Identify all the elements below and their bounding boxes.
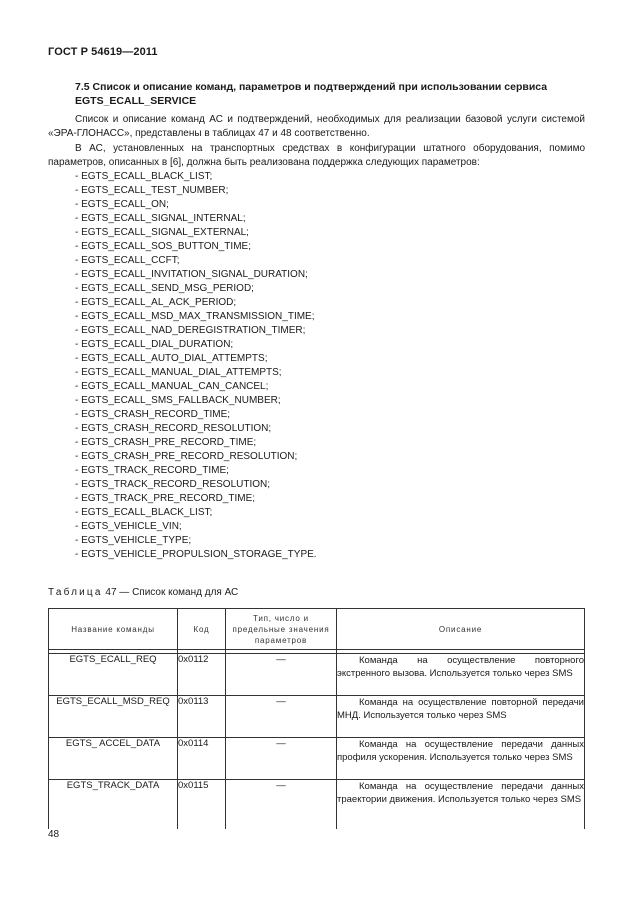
- table-caption-text: 47 — Список команд для АС: [102, 587, 239, 598]
- command-name-cell: EGTS_ECALL_MSD_REQ: [49, 696, 178, 738]
- header-command-name: Название команды: [49, 609, 178, 650]
- commands-table: [48, 608, 585, 829]
- parameter-item: - EGTS_ECALL_CCFT;: [75, 255, 180, 267]
- section-title: [75, 80, 585, 108]
- parameter-item: - EGTS_VEHICLE_PROPULSION_STORAGE_TYPE.: [75, 549, 317, 561]
- parameter-item: - EGTS_ECALL_MANUAL_CAN_CANCEL;: [75, 381, 269, 393]
- table-row: [49, 654, 585, 696]
- command-description-cell: [337, 696, 585, 738]
- command-limits-cell: —: [226, 696, 337, 738]
- command-name-cell: EGTS_ ACCEL_DATA: [49, 738, 178, 780]
- parameter-item: - EGTS_VEHICLE_TYPE;: [75, 535, 192, 547]
- paragraph-intro: Список и описание команд АС и подтверждений, необходимых для реализации базовой услуги системой «ЭРА-ГЛОНАСС», представлены в таблицах 47 и 48 соответственно.: [48, 114, 585, 139]
- parameter-item: - EGTS_ECALL_SEND_MSG_PERIOD;: [75, 283, 254, 295]
- paragraph-parameters-intro: В АС, установленных на транспортных средствах в конфигурации штатного оборудования, помимо параметров, описанных в [6], должна быть реализована поддержка следующих параметров:: [48, 143, 585, 168]
- parameter-item: - EGTS_ECALL_AUTO_DIAL_ATTEMPTS;: [75, 353, 268, 365]
- table-row: [49, 780, 585, 830]
- parameter-item: - EGTS_ECALL_MANUAL_DIAL_ATTEMPTS;: [75, 367, 282, 379]
- parameter-item: - EGTS_ECALL_BLACK_LIST;: [75, 171, 213, 182]
- parameter-item: - EGTS_TRACK_RECORD_TIME;: [75, 465, 229, 477]
- section-title-line2: EGTS_ECALL_SERVICE: [75, 95, 197, 107]
- parameter-item: - EGTS_CRASH_RECORD_RESOLUTION;: [75, 423, 272, 435]
- parameter-item: - EGTS_TRACK_PRE_RECORD_TIME;: [75, 493, 256, 505]
- command-description-text: Команда на осуществление повторной передачи МНД. Используется только через SMS: [337, 697, 584, 721]
- command-code-cell: 0x0115: [178, 780, 226, 830]
- table-caption-label: Таблица: [48, 587, 103, 598]
- table-caption: [48, 587, 238, 598]
- header-limits: Тип, число и предельные значения параметров: [226, 609, 337, 650]
- command-description-text: Команда на осуществление повторного экстренного вызова. Используется только через SMS: [337, 655, 584, 679]
- parameter-item: - EGTS_ECALL_BLACK_LIST;: [75, 507, 213, 519]
- parameter-item: - EGTS_ECALL_NAD_DEREGISTRATION_TIMER;: [75, 325, 306, 337]
- parameter-item: - EGTS_ECALL_MSD_MAX_TRANSMISSION_TIME;: [75, 311, 315, 323]
- command-name-cell: EGTS_TRACK_DATA: [49, 780, 178, 830]
- page-number: 48: [48, 829, 60, 840]
- parameter-item: - EGTS_ECALL_INVITATION_SIGNAL_DURATION;: [75, 269, 308, 281]
- parameter-item: - EGTS_VEHICLE_VIN;: [75, 521, 182, 533]
- section-title-line1: 7.5 Список и описание команд, параметров и подтверждений при использовании сервиса: [75, 81, 548, 93]
- command-description-cell: [337, 780, 585, 830]
- command-description-cell: [337, 654, 585, 696]
- command-code-cell: 0x0113: [178, 696, 226, 738]
- command-limits-cell: —: [226, 738, 337, 780]
- parameter-item: - EGTS_CRASH_PRE_RECORD_TIME;: [75, 437, 257, 449]
- command-name-cell: EGTS_ECALL_REQ: [49, 654, 178, 696]
- command-limits-cell: —: [226, 780, 337, 830]
- command-code-cell: 0x0114: [178, 738, 226, 780]
- parameter-item: - EGTS_CRASH_PRE_RECORD_RESOLUTION;: [75, 451, 298, 463]
- header-code: Код: [178, 609, 226, 650]
- parameter-item: - EGTS_TRACK_RECORD_RESOLUTION;: [75, 479, 271, 491]
- parameter-list: [75, 170, 317, 562]
- command-description-cell: [337, 738, 585, 780]
- command-description-text: Команда на осуществление передачи данных траектории движения. Используется только через SMS: [337, 781, 584, 805]
- command-limits-cell: —: [226, 654, 337, 696]
- parameter-item: - EGTS_ECALL_AL_ACK_PERIOD;: [75, 297, 237, 309]
- parameter-item: - EGTS_ECALL_TEST_NUMBER;: [75, 185, 229, 197]
- header-description: Описание: [337, 609, 585, 650]
- parameter-item: - EGTS_ECALL_SIGNAL_EXTERNAL;: [75, 227, 249, 239]
- parameter-item: - EGTS_ECALL_ON;: [75, 199, 169, 211]
- command-description-text: Команда на осуществление передачи данных профиля ускорения. Используется только через SMS: [337, 739, 584, 763]
- table-row: [49, 738, 585, 780]
- table-row: [49, 696, 585, 738]
- parameter-item: - EGTS_ECALL_SOS_BUTTON_TIME;: [75, 241, 251, 253]
- parameter-item: - EGTS_ECALL_SIGNAL_INTERNAL;: [75, 213, 246, 225]
- parameter-item: - EGTS_CRASH_RECORD_TIME;: [75, 409, 231, 421]
- command-code-cell: 0x0112: [178, 654, 226, 696]
- document-code: ГОСТ Р 54619—2011: [48, 46, 158, 58]
- parameter-item: - EGTS_ECALL_DIAL_DURATION;: [75, 339, 234, 351]
- parameter-item: - EGTS_ECALL_SMS_FALLBACK_NUMBER;: [75, 395, 281, 407]
